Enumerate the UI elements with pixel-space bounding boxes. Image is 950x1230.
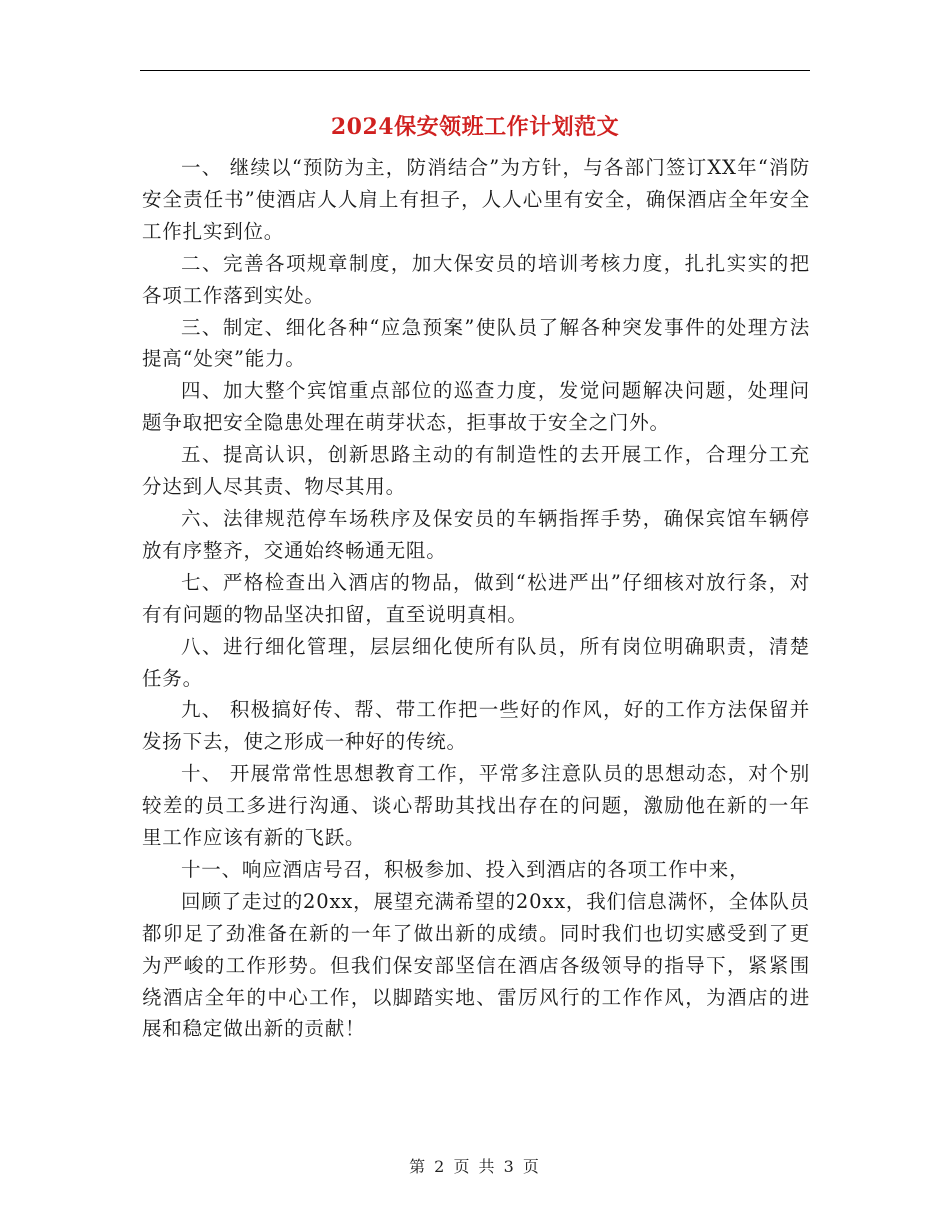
- paragraph-4: 四、加大整个宾馆重点部位的巡查力度，发觉问题解决问题，处理问题争取把安全隐患处理在萌芽状态，拒事故于安全之门外。: [142, 379, 810, 435]
- paragraph-7: 七、严格检查出入酒店的物品，做到“松进严出”仔细核对放行条，对有有问题的物品坚决扣留，直至说明真相。: [142, 570, 810, 626]
- paragraph-6: 六、法律规范停车场秩序及保安员的车辆指挥手势，确保宾馆车辆停放有序整齐，交通始终畅通无阻。: [142, 506, 810, 562]
- page-number: 第 2 页 共 3 页: [409, 1157, 541, 1176]
- paragraph-2: 二、完善各项规章制度，加大保安员的培训考核力度，扎扎实实的把各项工作落到实处。: [142, 251, 810, 307]
- paragraph-8: 八、进行细化管理，层层细化使所有队员，所有岗位明确职责，清楚任务。: [142, 634, 810, 690]
- document-body: [142, 152, 810, 1045]
- paragraph-3: 三、制定、细化各种“应急预案”使队员了解各种突发事件的处理方法提高“处突”能力。: [142, 315, 810, 371]
- paragraph-5: 五、提高认识，创新思路主动的有制造性的去开展工作，合理分工充分达到人尽其责、物尽其用。: [142, 443, 810, 499]
- paragraph-9: 九、 积极搞好传、帮、带工作把一些好的作风，好的工作方法保留并发扬下去，使之形成一种好的传统。: [142, 698, 810, 754]
- paragraph-1: 一、 继续以“预防为主，防消结合”为方针，与各部门签订XX年“消防安全责任书”使酒店人人肩上有担子，人人心里有安全，确保酒店全年安全工作扎实到位。: [142, 156, 810, 243]
- paragraph-12: 回顾了走过的20xx，展望充满希望的20xx，我们信息满怀，全体队员都卯足了劲准备在新的一年了做出新的成绩。同时我们也切实感受到了更为严峻的工作形势。但我们保安部坚信在酒店各级领导的指导下，紧紧围绕酒店全年的中心工作，以脚踏实地、雷厉风行的工作作风，为酒店的进展和稳定做出新的贡献！: [142, 889, 810, 1041]
- document-title: 2024保安领班工作计划范文: [330, 114, 620, 140]
- header-rule: [140, 70, 810, 71]
- paragraph-11: 十一、响应酒店号召，积极参加、投入到酒店的各项工作中来，: [181, 857, 750, 881]
- paragraph-10: 十、 开展常常性思想教育工作，平常多注意队员的思想动态，对个别较差的员工多进行沟通、谈心帮助其找出存在的问题，激励他在新的一年里工作应该有新的飞跃。: [142, 762, 810, 850]
